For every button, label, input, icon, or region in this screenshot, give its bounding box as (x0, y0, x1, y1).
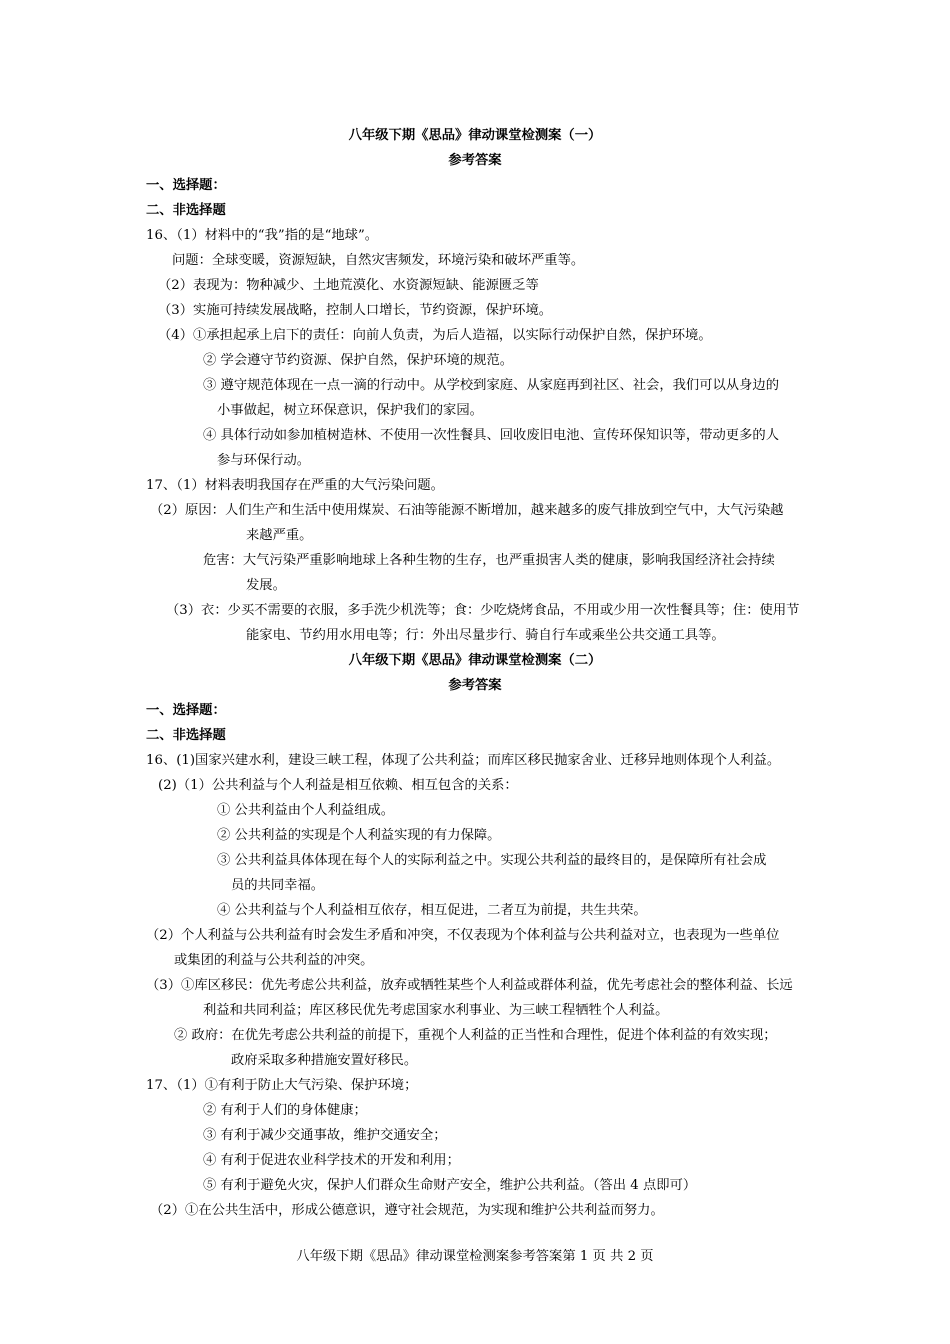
answer-line: 员的共同幸福。 (231, 878, 325, 893)
answer-line: ② 公共利益的实现是个人利益实现的有力保障。 (217, 828, 501, 843)
section2-heading-nonchoice: 二、非选择题 (146, 728, 226, 743)
answer-line: ④ 公共利益与个人利益相互依存，相互促进，二者互为前提，共生共荣。 (217, 903, 647, 918)
answer-line: （3）衣：少买不需要的衣服，多手洗少机洗等；食：少吃烧烤食品，不用或少用一次性餐具等；住：使用节 (166, 603, 800, 618)
answer-line: 来越严重。 (246, 528, 313, 543)
answer-line: ② 有利于人们的身体健康； (203, 1103, 367, 1118)
answer-line: 17、（1）材料表明我国存在严重的大气污染问题。 (146, 478, 444, 493)
answer-line: （2）表现为：物种减少、土地荒漠化、水资源短缺、能源匮乏等 (158, 278, 539, 293)
answer-line: (2)（1）公共利益与个人利益是相互依赖、相互包含的关系： (158, 778, 518, 793)
section2-title: 八年级下期《思品》律动课堂检测案（二） (348, 653, 602, 668)
answer-line: ③ 有利于减少交通事故，维护交通安全； (203, 1128, 447, 1143)
answer-line: （2）①在公共生活中，形成公德意识，遵守社会规范，为实现和维护公共利益而努力。 (150, 1203, 664, 1218)
section1-subtitle: 参考答案 (448, 153, 502, 168)
answer-line: 16、(1)国家兴建水利，建设三峡工程，体现了公共利益；而库区移民抛家舍业、迁移异地则体现个人利益。 (146, 753, 781, 768)
answer-line: 或集团的利益与公共利益的冲突。 (174, 953, 374, 968)
answer-line: 政府采取多种措施安置好移民。 (231, 1053, 418, 1068)
answer-line: 17、（1）①有利于防止大气污染、保护环境； (146, 1078, 418, 1093)
answer-line: 16、（1）材料中的“我”指的是“地球”。 (146, 228, 379, 243)
answer-line: ① 公共利益由个人利益组成。 (217, 803, 395, 818)
answer-line: 发展。 (246, 578, 286, 593)
answer-line: ④ 具体行动如参加植树造林、不使用一次性餐具、回收废旧电池、宣传环保知识等，带动更多的人 (203, 428, 779, 443)
section1-heading-nonchoice: 二、非选择题 (146, 203, 226, 218)
answer-line: 参与环保行动。 (217, 453, 311, 468)
answer-line: ④ 有利于促进农业科学技术的开发和利用； (203, 1153, 460, 1168)
answer-line: 能家电、节约用水用电等；行：外出尽量步行、骑自行车或乘坐公共交通工具等。 (246, 628, 725, 643)
answer-line: （2）原因：人们生产和生活中使用煤炭、石油等能源不断增加，越来越多的废气排放到空气中，大气污染越 (150, 503, 784, 518)
answer-line: （3）①库区移民：优先考虑公共利益，放弃或牺牲某些个人利益或群体利益，优先考虑社会的整体利益、长远 (146, 978, 793, 993)
answer-line: ② 政府：在优先考虑公共利益的前提下，重视个人利益的正当性和合理性，促进个体利益的有效实现； (174, 1028, 777, 1043)
answer-line: 问题：全球变暖，资源短缺，自然灾害频发，环境污染和破坏严重等。 (172, 253, 585, 268)
answer-line: 小事做起，树立环保意识，保护我们的家园。 (217, 403, 483, 418)
page-footer: 八年级下期《思品》律动课堂检测案参考答案第 1 页 共 2 页 (296, 1249, 654, 1264)
answer-line: （4）①承担起承上启下的责任：向前人负责，为后人造福，以实际行动保护自然，保护环境。 (158, 328, 712, 343)
section2-heading-choice: 一、选择题： (146, 703, 226, 718)
answer-line: 危害：大气污染严重影响地球上各种生物的生存，也严重损害人类的健康，影响我国经济社会持续 (203, 553, 775, 568)
answer-line: ② 学会遵守节约资源、保护自然，保护环境的规范。 (203, 353, 514, 368)
answer-line: ③ 公共利益具体体现在每个人的实际利益之中。实现公共利益的最终目的，是保障所有社会成 (217, 853, 767, 868)
answer-line: ⑤ 有利于避免火灾，保护人们群众生命财产安全，维护公共利益。（答出 4 点即可） (203, 1178, 697, 1193)
section1-heading-choice: 一、选择题： (146, 178, 226, 193)
section1-title: 八年级下期《思品》律动课堂检测案（一） (348, 128, 602, 143)
section2-subtitle: 参考答案 (448, 678, 502, 693)
answer-line: （3）实施可持续发展战略，控制人口增长，节约资源，保护环境。 (158, 303, 553, 318)
answer-line: 利益和共同利益；库区移民优先考虑国家水利事业、为三峡工程牺牲个人利益。 (203, 1003, 669, 1018)
answer-line: （2）个人利益与公共利益有时会发生矛盾和冲突，不仅表现为个体利益与公共利益对立，也表现为一些单位 (146, 928, 780, 943)
answer-line: ③ 遵守规范体现在一点一滴的行动中。从学校到家庭、从家庭再到社区、社会，我们可以从身边的 (203, 378, 779, 393)
